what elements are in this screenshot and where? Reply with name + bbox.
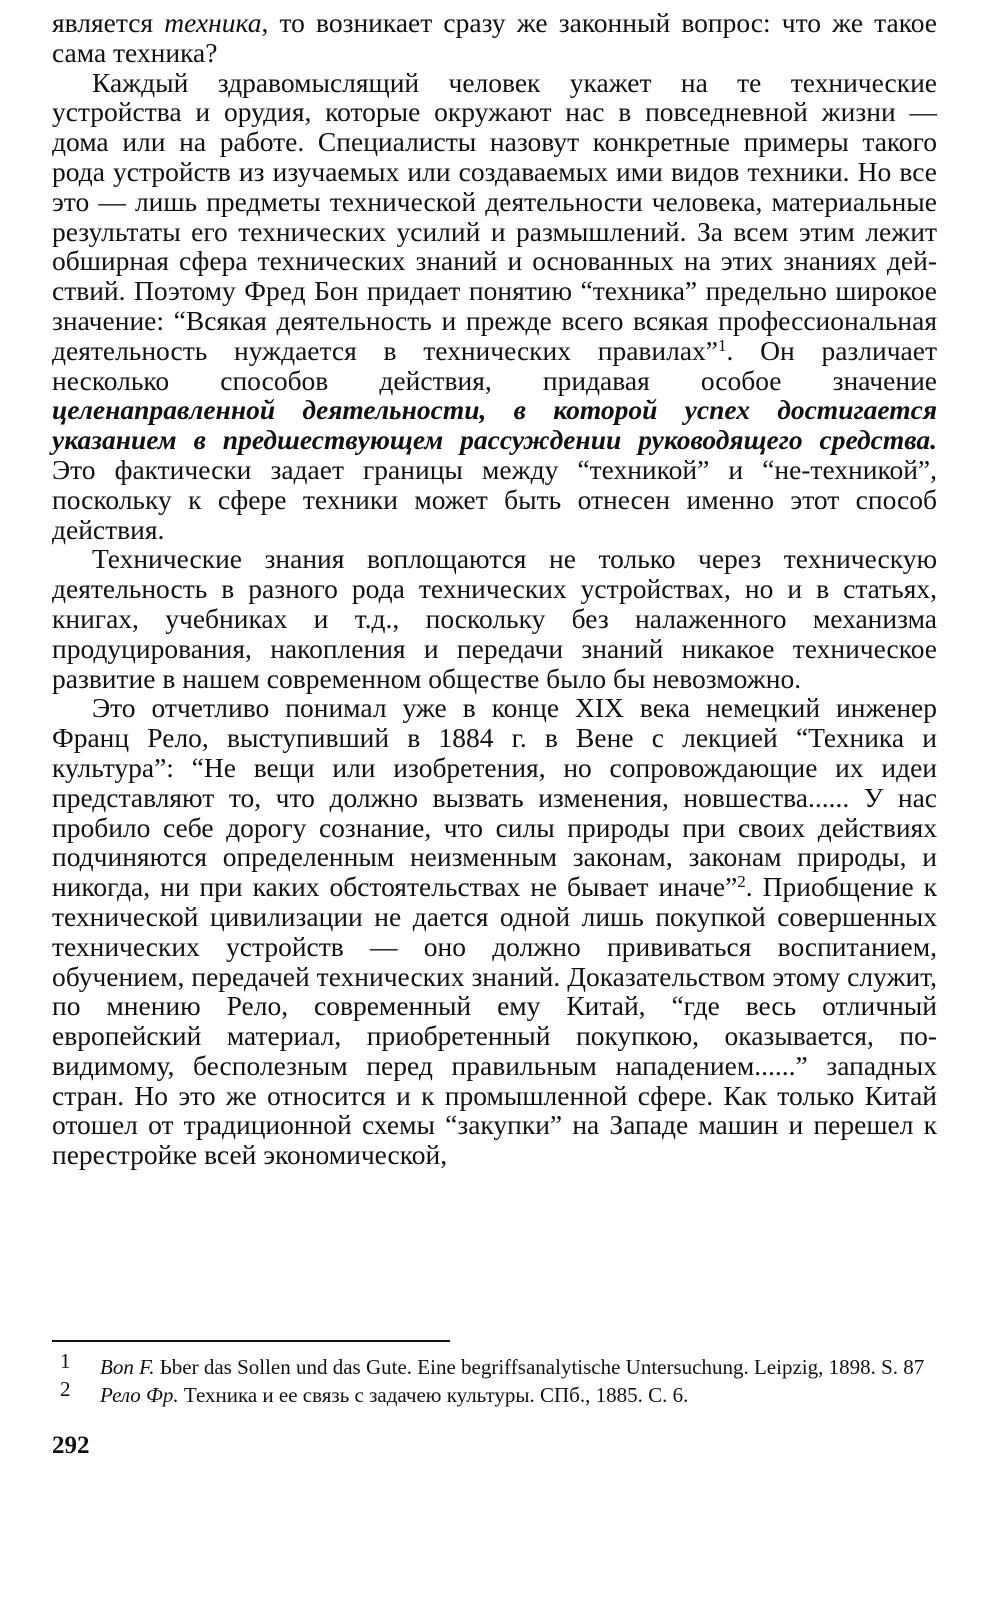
- paragraph-1: [52, 8, 937, 68]
- footnote-text: Техника и ее связь с задачею культуры. СПб., 1885. С. 6.: [178, 1383, 689, 1407]
- footnote-2: [52, 1377, 937, 1408]
- footnote-number: 1: [60, 1349, 71, 1373]
- paragraph-2-text-end: Это фактически задает границы между “техникой” и “не-техникой”, поскольку к сфере техники может быть отнесен именно этот способ действия.: [52, 453, 937, 545]
- paragraph-2-text: Каждый здравомыслящий человек укажет на те технические устройства и орудия, которые окружают нас в повседневной жизни — дома или на работе. Специалисты назовут конкретные примеры такого рода устройств из изучаемых или создаваемых ими видов техники. Но все это — лишь предметы технической деятельности человека, материальные результаты его технических усилий и размышлений. За всем этим лежит обширная сфера технических знаний и основанных на этих знаниях действий. Поэтому Фред Бон придает понятию “техника” предельно широкое значение: “Всякая деятельность и прежде всего всякая профессиональная деятельность нуждается в технических правилах”: [52, 66, 937, 366]
- paragraph-4-text: Это отчетливо понимал уже в конце XIX века немецкий инженер Франц Рело, выступивший в 1884 г. в Вене с лекцией “Техника и культура”: “Не вещи или изобретения, но сопровождающие их идеи представляют то, что должно вызвать изменения, новшества...... У нас пробило себе дорогу сознание, что силы природы при своих действиях подчиняются определенным неизменным законам, законам природы, и никогда, ни при каких обстоятельствах не бывает иначе”: [52, 692, 937, 903]
- footnote-ref-2: 2: [737, 872, 746, 892]
- emphasis-term: техника: [164, 7, 262, 38]
- paragraph-4: [52, 693, 937, 1170]
- main-text: [52, 8, 937, 1170]
- footnote-1: [52, 1349, 937, 1380]
- paragraph-1-text-end: , то возникает сразу же законный вопрос: что же такое сама техника?: [52, 7, 937, 68]
- footnotes: [52, 1349, 937, 1410]
- emphasis-definition: целенаправленной деятельности, в которой успех достигается указанием в предшествующем рассуждении руководящего средства.: [52, 394, 937, 456]
- paragraph-2-text-mid: . Он различает несколько способов действия, придавая особое значение: [52, 334, 937, 396]
- footnote-ref-1: 1: [718, 335, 727, 355]
- paragraph-4-text-end: . Приобщение к технической цивилизации не дается одной лишь покупкой совершенных технических устройств — оно должно прививаться воспитанием, обучением, передачей технических знаний. Доказательством этому служит, по мнению Рело, современный ему Китай, “где весь отличный европейский материал, приобретенный покупкою, оказывается, по-видимому, бесполезным перед правильным нападением......” западных стран. Но это же относится и к промышленной сфере. Как только Китай отошел от традиционной схемы “закупки” на Западе машин и перешел к перестройке всей экономической,: [52, 871, 937, 1171]
- footnote-divider: [52, 1340, 450, 1342]
- footnote-author: Рело Фр.: [100, 1383, 179, 1407]
- footnote-author: Bon F.: [100, 1355, 155, 1379]
- footnote-number: 2: [60, 1377, 71, 1401]
- paragraph-2: [52, 68, 937, 545]
- page-number: 292: [52, 1432, 90, 1459]
- paragraph-3: Технические знания воплощаются не только через техническую деятельность в разного рода технических устройствах, но и в статьях, книгах, учебниках и т.д., поскольку без налаженного механизма продуцирования, накопления и передачи знаний никакое техническое развитие в нашем современном обществе было бы невозможно.: [52, 543, 937, 694]
- footnote-text: Ьber das Sollen und das Gute. Eine begriffsanalytische Untersuchung. Leipzig, 1898. S. 87: [154, 1355, 925, 1379]
- paragraph-1-text: является: [52, 7, 165, 38]
